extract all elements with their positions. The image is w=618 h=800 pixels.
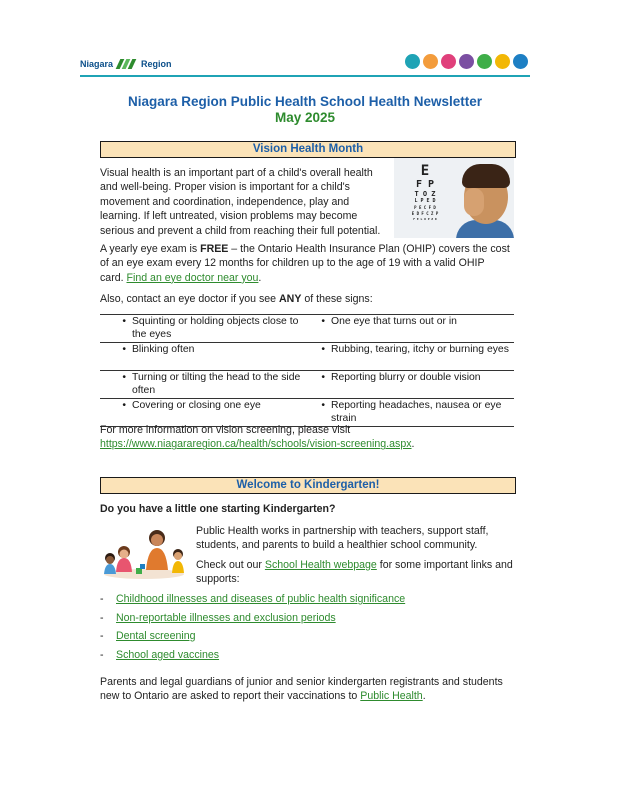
program-icons bbox=[405, 54, 528, 69]
vision-intro-line: Visual health is an important part of a child's overall health bbox=[100, 167, 373, 179]
vision-intro-line: movement and coordination, independence, play and bbox=[100, 195, 350, 208]
header-divider bbox=[80, 75, 530, 77]
signs-intro bbox=[100, 292, 514, 306]
logo-slashes-icon bbox=[116, 59, 138, 69]
public-health-link[interactable]: Public Health bbox=[360, 690, 423, 703]
vision-intro-line: learning. If left untreated, vision problems may become bbox=[100, 210, 358, 223]
table-cell: • Blinking often bbox=[100, 343, 307, 371]
resource-list-item: - Non-reportable illnesses and exclusion periods bbox=[100, 612, 336, 624]
logo-text-region: Region bbox=[141, 59, 172, 69]
exam-text: A yearly eye exam is bbox=[100, 243, 201, 255]
signs-text: of these signs: bbox=[301, 293, 373, 305]
eye-chart-row: E bbox=[420, 163, 430, 179]
more-info bbox=[100, 423, 520, 452]
logo-text-niagara: Niagara bbox=[80, 59, 114, 69]
sun-icon bbox=[477, 54, 492, 69]
vision-section-heading: Vision Health Month bbox=[100, 141, 516, 158]
table-cell: • One eye that turns out or in bbox=[307, 315, 514, 343]
sign-item: Covering or closing one eye bbox=[132, 400, 261, 411]
exam-text: of an eye exam every 12 months for children up to the age of 19 with a valid OHIP bbox=[100, 257, 485, 270]
sign-item: Rubbing, tearing, itchy or burning eyes bbox=[331, 344, 509, 355]
eye-chart-row: F P bbox=[415, 179, 435, 190]
exam-text: . bbox=[258, 271, 262, 284]
eye-chart-row: T O Z bbox=[414, 190, 436, 198]
dental-screening-link[interactable]: Dental screening bbox=[116, 630, 196, 642]
face-icon bbox=[423, 54, 438, 69]
exam-text: – the Ontario Health Insurance Plan (OHIP) covers the cost bbox=[228, 243, 510, 255]
table-cell: • Squinting or holding objects close to the eyes bbox=[100, 315, 307, 343]
sign-item: Squinting or holding objects close to the eyes bbox=[132, 316, 299, 340]
sign-item: Reporting headaches, nausea or eye strain bbox=[331, 400, 502, 424]
kindergarten-section-heading: Welcome to Kindergarten! bbox=[100, 477, 516, 494]
signs-text: Also, contact an eye doctor if you see bbox=[100, 293, 280, 305]
partnership-line: students, and parents to build a healthier school community. bbox=[196, 539, 478, 552]
table-cell: • Turning or tilting the head to the side often bbox=[100, 371, 307, 399]
newsletter-title: Niagara Region Public Health School Health Newsletter bbox=[127, 94, 483, 109]
niagara-region-logo bbox=[80, 56, 172, 72]
check-out-text bbox=[196, 558, 526, 587]
more-info-end: . bbox=[411, 438, 415, 451]
eye-chart-row: E D F C Z P bbox=[411, 211, 439, 216]
exam-text: card. bbox=[100, 271, 127, 284]
table-cell: • Reporting headaches, nausea or eye strain bbox=[307, 399, 514, 427]
eye-chart-row: F E L O P Z D bbox=[413, 217, 437, 221]
vision-intro bbox=[100, 166, 390, 238]
vaccination-line: Parents and legal guardians of junior and senior kindergarten registrants and students bbox=[100, 676, 503, 688]
table-cell: • Rubbing, tearing, itchy or burning eyes bbox=[307, 343, 514, 371]
eye-exam-paragraph bbox=[100, 242, 520, 285]
partnership-line: Public Health works in partnership with teachers, support staff, bbox=[196, 525, 489, 537]
check-text: for some important links and bbox=[376, 559, 513, 571]
heart-icon bbox=[441, 54, 456, 69]
vaccination-reporting-text bbox=[100, 675, 520, 704]
sign-item: Blinking often bbox=[132, 344, 195, 355]
more-info-text: For more information on vision screening, please visit bbox=[100, 424, 351, 436]
school-aged-vaccines-link[interactable]: School aged vaccines bbox=[116, 649, 220, 661]
check-text: Check out our bbox=[196, 559, 265, 571]
eye-signs-table bbox=[100, 314, 514, 427]
eye-chart-row: P E C F D bbox=[414, 205, 436, 210]
vaccination-line: new to Ontario are asked to report their vaccinations to bbox=[100, 690, 361, 703]
vision-intro-line: serious and prevent a child from reaching their full potential. bbox=[100, 224, 381, 237]
resource-list-item: - Childhood illnesses and diseases of public health significance bbox=[100, 593, 406, 605]
find-eye-doctor-link[interactable]: Find an eye doctor near you bbox=[126, 271, 259, 284]
signs-any: ANY bbox=[279, 293, 302, 305]
sign-item: Reporting blurry or double vision bbox=[331, 372, 481, 383]
water-icon bbox=[513, 54, 528, 69]
child-hair bbox=[462, 164, 510, 188]
child-eye-chart-photo bbox=[394, 158, 514, 238]
tree-icon bbox=[495, 54, 510, 69]
building-icon bbox=[459, 54, 474, 69]
table-cell: • Reporting blurry or double vision bbox=[307, 371, 514, 399]
table-row bbox=[100, 343, 514, 371]
eye-chart bbox=[400, 164, 450, 222]
child-hand bbox=[464, 188, 484, 216]
table-row bbox=[100, 371, 514, 399]
vision-screening-link[interactable]: https://www.niagararegion.ca/health/schools/vision-screening.aspx bbox=[100, 438, 412, 451]
exam-free: FREE bbox=[200, 243, 229, 255]
kindergarten-children-illustration bbox=[102, 524, 186, 580]
eye-chart-row: L P E D bbox=[414, 198, 436, 204]
table-row bbox=[100, 315, 514, 343]
newsletter-date: May 2025 bbox=[274, 110, 336, 125]
kindergarten-question: Do you have a little one starting Kindergarten? bbox=[100, 503, 336, 515]
vaccination-end: . bbox=[422, 690, 426, 703]
bike-icon bbox=[405, 54, 420, 69]
resource-list-item: - Dental screening bbox=[100, 630, 196, 642]
sign-item: Turning or tilting the head to the side often bbox=[132, 372, 301, 396]
vision-intro-line: and well-being. Proper vision is important for a child's bbox=[100, 181, 350, 194]
sign-item: One eye that turns out or in bbox=[331, 316, 457, 327]
non-reportable-illnesses-link[interactable]: Non-reportable illnesses and exclusion periods bbox=[116, 612, 336, 624]
childhood-illnesses-link[interactable]: Childhood illnesses and diseases of public health significance bbox=[116, 593, 406, 605]
resource-list-item: - School aged vaccines bbox=[100, 649, 220, 661]
school-health-webpage-link[interactable]: School Health webpage bbox=[264, 559, 377, 571]
check-text: supports: bbox=[196, 573, 240, 586]
partnership-text bbox=[196, 524, 526, 553]
table-cell: • Covering or closing one eye bbox=[100, 399, 307, 427]
